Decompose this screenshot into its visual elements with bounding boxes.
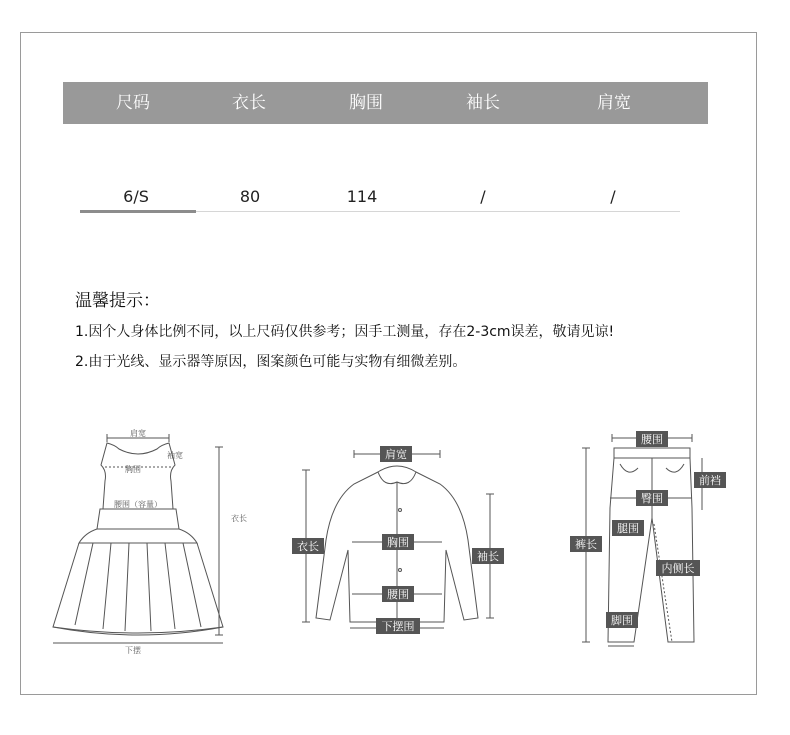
- cell-sleeve: /: [480, 187, 486, 206]
- tips-line-2: 2.由于光线、显示器等原因，图案颜色可能与实物有细微差别。: [75, 354, 467, 370]
- cell-shoulder: /: [610, 187, 616, 206]
- cell-size: 6/S: [123, 187, 149, 206]
- pants-thigh-label: 腿围: [617, 522, 639, 535]
- shirt-diagram: [292, 440, 512, 635]
- row-highlight-bar: [80, 210, 196, 213]
- header-size: 尺码: [116, 93, 150, 113]
- shirt-chest-label: 胸围: [387, 536, 409, 549]
- dress-chest-label: 胸围: [125, 465, 141, 474]
- shirt-hem-label: 下摆围: [381, 620, 415, 633]
- shirt-length-label: 衣长: [297, 540, 319, 553]
- header-shoulder: 肩宽: [597, 93, 631, 113]
- cell-chest: 114: [346, 187, 378, 206]
- pants-length-label: 裤长: [575, 538, 597, 551]
- dress-length-label: 衣长: [231, 514, 247, 523]
- pants-diagram: [568, 428, 728, 650]
- dress-diagram: [45, 425, 247, 655]
- tips-title: 温馨提示：: [75, 291, 160, 311]
- header-sleeve: 袖长: [466, 93, 500, 113]
- dress-hem-label: 下摆: [125, 646, 141, 655]
- header-chest: 胸围: [349, 93, 383, 113]
- header-length: 衣长: [232, 93, 266, 113]
- pants-leg-opening-label: 脚围: [611, 614, 633, 627]
- tips-line-1: 1.因个人身体比例不同，以上尺码仅供参考；因手工测量，存在2-3cm误差，敬请见谅!: [75, 324, 615, 340]
- pants-waist-label: 腰围: [641, 433, 663, 446]
- dress-shoulder-label: 肩宽: [130, 429, 146, 438]
- dress-waist-label: 腰围（容量）: [114, 500, 162, 509]
- shirt-sleeve-label: 袖长: [477, 550, 499, 563]
- pants-front-rise-label: 前裆: [699, 474, 721, 487]
- pants-inseam-label: 内侧长: [661, 562, 695, 575]
- shirt-shoulder-label: 肩宽: [385, 448, 407, 461]
- shirt-waist-label: 腰围: [387, 588, 409, 601]
- dress-sleeve-label: 袖宽: [167, 451, 183, 460]
- pants-hip-label: 臀围: [641, 492, 663, 505]
- cell-length: 80: [239, 187, 261, 206]
